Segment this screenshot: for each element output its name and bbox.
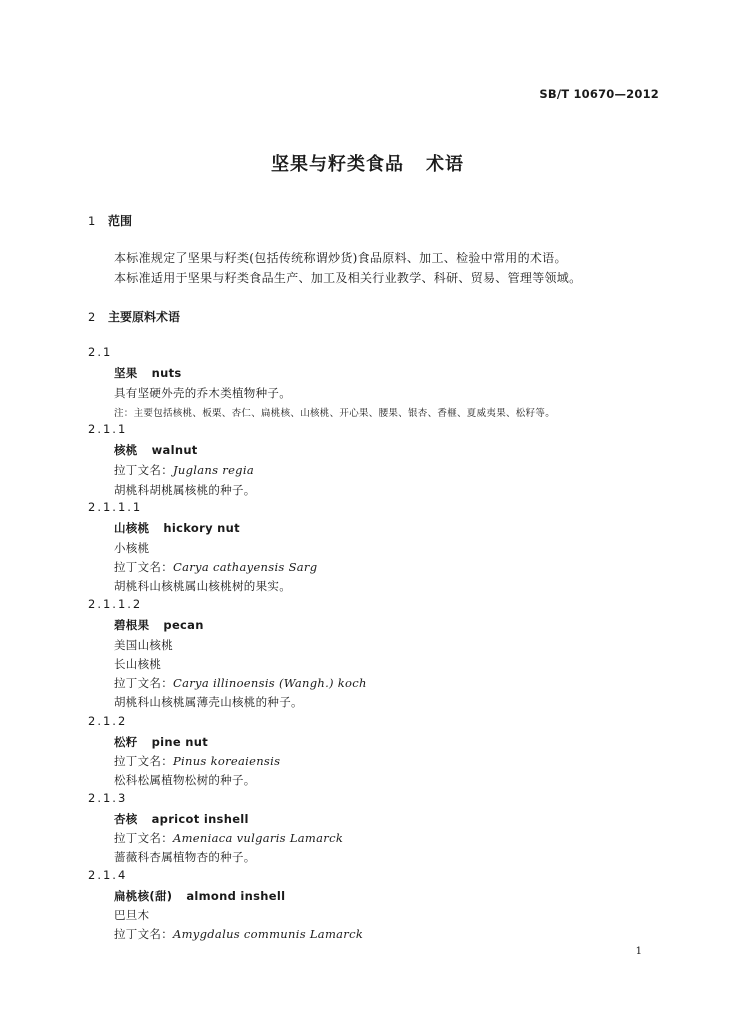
term-number: 2.1.1.2 [88,597,143,611]
section-1-heading [88,212,132,229]
term-number: 2.1.1 [88,422,128,436]
latin-name: Amygdalus communis Lamarck [173,927,364,941]
term-zh: 松籽 [114,735,138,749]
term-definition: 松科松属植物松树的种子。 [114,773,256,787]
term-heading [114,888,285,904]
term-latin-name [114,462,254,478]
term-alias: 长山核桃 [114,657,162,671]
section-1-title: 范围 [108,214,133,228]
term-zh: 杏核 [114,812,138,826]
term-en: nuts [151,366,182,380]
term-zh: 山核桃 [114,521,150,535]
term-heading [114,617,204,633]
latin-prefix: 拉丁文名： [114,754,173,768]
term-definition: 具有坚硬外壳的乔木类植物种子。 [114,386,291,400]
latin-prefix: 拉丁文名： [114,463,173,477]
term-definition: 蔷薇科杏属植物杏的种子。 [114,850,256,864]
term-en: pecan [163,618,204,632]
term-latin-name [114,830,343,846]
term-alias: 小核桃 [114,541,150,555]
latin-prefix: 拉丁文名： [114,831,173,845]
term-number: 2.1.4 [88,868,128,882]
term-alias: 巴旦木 [114,908,150,922]
term-zh: 核桃 [114,443,138,457]
scope-paragraph-1: 本标准规定了坚果与籽类(包括传统称谓炒货)食品原料、加工、检验中常用的术语。 [114,251,567,265]
latin-prefix: 拉丁文名： [114,676,173,690]
latin-name: Carya illinoensis (Wangh.) koch [173,676,367,690]
term-zh: 碧根果 [114,618,150,632]
term-number: 2.1.2 [88,714,128,728]
term-definition: 胡桃科山核桃属山核桃树的果实。 [114,579,291,593]
scope-paragraph-2: 本标准适用于坚果与籽类食品生产、加工及相关行业教学、科研、贸易、管理等领域。 [114,271,582,285]
term-heading [114,734,208,750]
title-sub: 术语 [426,154,464,175]
latin-name: Pinus koreaiensis [173,754,281,768]
standard-code: SB/T 10670—2012 [539,87,659,101]
term-number: 2.1.3 [88,791,128,805]
section-2-title: 主要原料术语 [108,310,181,324]
term-zh: 坚果 [114,366,138,380]
term-note: 注：主要包括核桃、板栗、杏仁、扁桃核、山核桃、开心果、腰果、银杏、香榧、夏威夷果、松籽等。 [114,408,556,419]
term-latin-name [114,675,367,691]
term-alias: 美国山核桃 [114,638,173,652]
term-en: apricot inshell [151,812,249,826]
section-2-heading [88,308,180,325]
term-zh: 扁桃核(甜) [114,889,173,903]
term-heading [114,520,240,536]
term-latin-name [114,926,363,942]
document-title [0,150,735,176]
term-heading [114,365,182,381]
term-en: walnut [151,443,198,457]
latin-name: Carya cathayensis Sarg [173,560,318,574]
latin-prefix: 拉丁文名： [114,927,173,941]
term-latin-name [114,753,280,769]
term-heading [114,442,198,458]
section-2-number: 2 [88,310,98,324]
term-heading [114,811,249,827]
latin-prefix: 拉丁文名： [114,560,173,574]
term-en: hickory nut [163,521,240,535]
term-number: 2.1.1.1 [88,500,143,514]
page-number: 1 [635,946,642,957]
term-en: almond inshell [186,889,286,903]
term-number: 2.1 [88,345,113,359]
section-1-number: 1 [88,214,98,228]
term-definition: 胡桃科山核桃属薄壳山核桃的种子。 [114,695,303,709]
latin-name: Ameniaca vulgaris Lamarck [173,831,344,845]
latin-name: Juglans regia [173,463,254,477]
term-definition: 胡桃科胡桃属核桃的种子。 [114,483,256,497]
title-main: 坚果与籽类食品 [271,154,404,175]
term-en: pine nut [151,735,209,749]
term-latin-name [114,559,317,575]
